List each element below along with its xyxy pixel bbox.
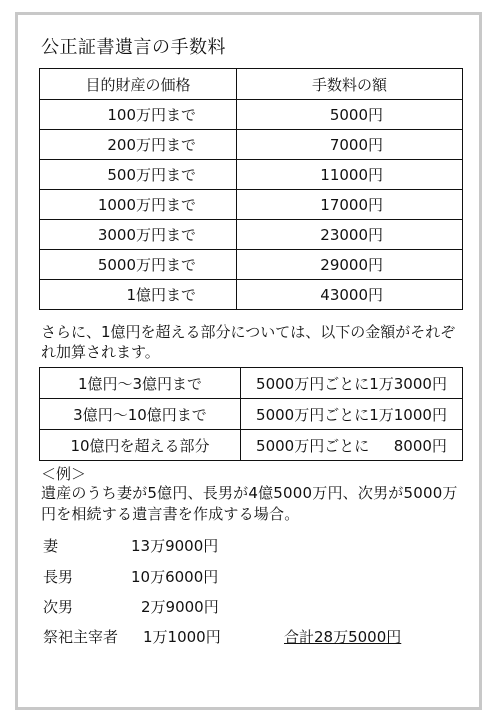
range-cell: 3億円～10億円まで xyxy=(40,399,241,430)
property-value-cell: 100万円まで xyxy=(40,100,237,130)
table-row xyxy=(40,100,463,130)
fee-cell: 29000円 xyxy=(237,250,463,280)
table-row xyxy=(40,399,463,430)
fee-table xyxy=(39,68,463,310)
property-value-cell: 5000万円まで xyxy=(40,250,237,280)
fee-cell: 5000円 xyxy=(237,100,463,130)
heir-fee: 2万9000円 xyxy=(141,598,219,616)
additional-fee-cell: 5000万円ごとに1万1000円 xyxy=(241,399,463,430)
range-cell: 10億円を超える部分 xyxy=(40,430,241,461)
heir-fee: 13万9000円 xyxy=(131,537,219,555)
heir-name: 長男 xyxy=(43,568,74,586)
column-header: 手数料の額 xyxy=(237,69,463,100)
table-row xyxy=(40,280,463,310)
additional-fee-table xyxy=(39,367,463,461)
table-row xyxy=(40,430,463,461)
heir-name: 妻 xyxy=(43,537,59,555)
heir-fee: 10万6000円 xyxy=(131,568,219,586)
total-fee: 合計28万5000円 xyxy=(284,628,402,646)
table-row xyxy=(40,368,463,399)
additional-fee-cell: 5000万円ごとに 8000円 xyxy=(241,430,463,461)
property-value-cell: 200万円まで xyxy=(40,130,237,160)
heir-name: 祭祀主宰者 xyxy=(43,628,119,646)
fee-cell: 17000円 xyxy=(237,190,463,220)
example-description: 遺産のうち妻が5億円、長男が4億5000万円、次男が5000万円を相続する遺言書を作成する場合。 xyxy=(41,484,458,523)
property-value-cell: 3000万円まで xyxy=(40,220,237,250)
property-value-cell: 500万円まで xyxy=(40,160,237,190)
page-title: 公正証書遺言の手数料 xyxy=(41,37,226,58)
heir-fee: 1万1000円 xyxy=(143,628,221,646)
fee-cell: 11000円 xyxy=(237,160,463,190)
table-row xyxy=(40,250,463,280)
example-label: ＜例＞ xyxy=(41,465,87,483)
property-value-cell: 1億円まで xyxy=(40,280,237,310)
additional-fee-cell: 5000万円ごとに1万3000円 xyxy=(241,368,463,399)
fee-cell: 43000円 xyxy=(237,280,463,310)
fee-cell: 7000円 xyxy=(237,130,463,160)
additional-fee-note: さらに、1億円を超える部分については、以下の金額がそれぞれ加算されます。 xyxy=(41,323,456,361)
table-row xyxy=(40,220,463,250)
property-value-cell: 1000万円まで xyxy=(40,190,237,220)
table-row xyxy=(40,190,463,220)
column-header: 目的財産の価格 xyxy=(40,69,237,100)
table-header-row xyxy=(40,69,463,100)
table-row xyxy=(40,130,463,160)
heir-name: 次男 xyxy=(43,598,74,616)
range-cell: 1億円～3億円まで xyxy=(40,368,241,399)
table-row xyxy=(40,160,463,190)
fee-cell: 23000円 xyxy=(237,220,463,250)
